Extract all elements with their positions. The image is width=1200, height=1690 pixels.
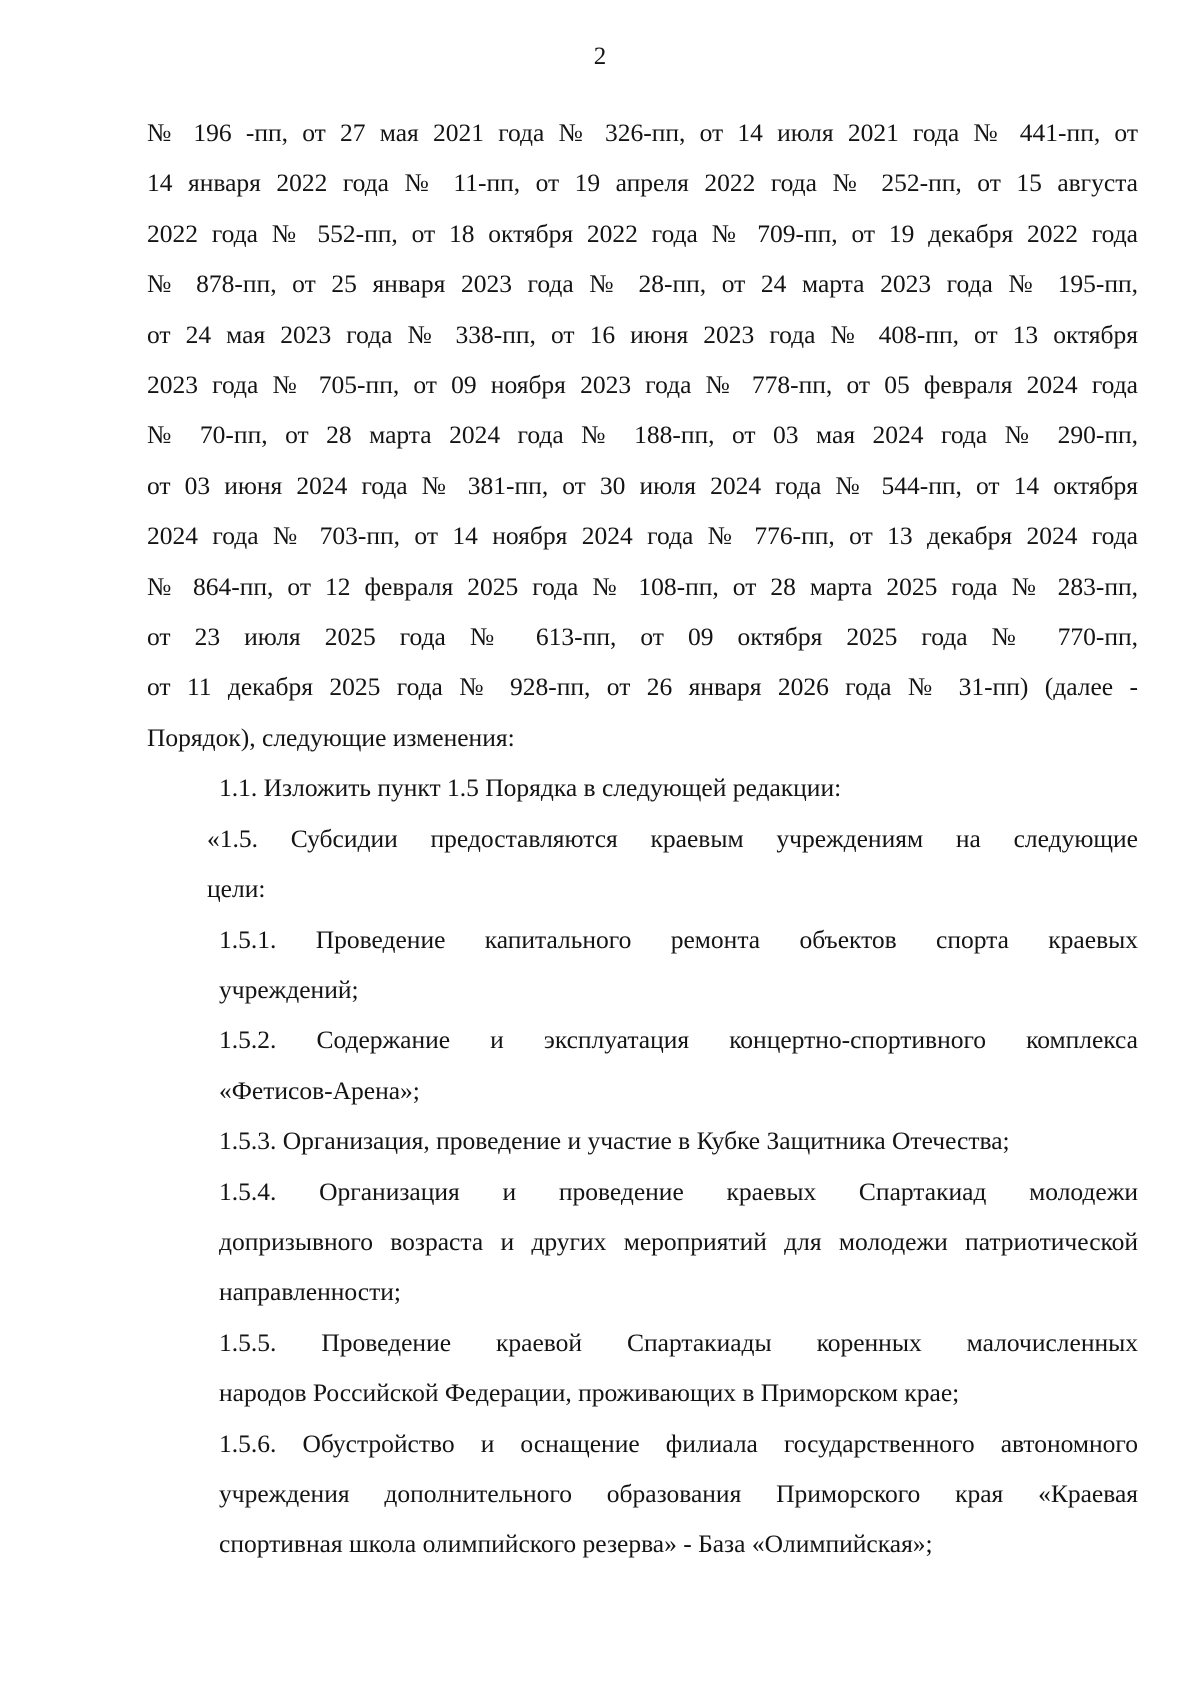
text-line: 1.1. Изложить пункт 1.5 Порядка в следующей редакции: [219,773,842,803]
paragraph [147,915,1138,1016]
paragraph [147,1167,1138,1318]
document-body [147,108,1138,1570]
text-line: допризывного возраста и других мероприятий для молодежи патриотической [219,1226,1138,1256]
paragraph [147,814,1138,915]
text-line: 1.5.6. Обустройство и оснащение филиала государственного автономного [219,1428,1138,1458]
text-line: от 03 июня 2024 года № 381-пп, от 30 июля 2024 года № 544-пп, от 14 октября [147,470,1138,500]
text-line: от 23 июля 2025 года № 613-пп, от 09 октября 2025 года № 770-пп, [147,622,1138,652]
text-line: цели: [207,874,266,904]
text-line: «Фетисов-Арена»; [219,1075,420,1105]
text-line: 2023 года № 705-пп, от 09 ноября 2023 года № 778-пп, от 05 февраля 2024 года [147,370,1138,400]
text-line: 1.5.2. Содержание и эксплуатация концертно-спортивного комплекса [219,1025,1138,1055]
text-line: № 864-пп, от 12 февраля 2025 года № 108-пп, от 28 марта 2025 года № 283-пп, [147,571,1138,601]
text-line: 1.5.3. Организация, проведение и участие в Кубке Защитника Отечества; [219,1126,1010,1156]
text-line: 1.5.1. Проведение капитального ремонта объектов спорта краевых [219,924,1138,954]
text-line: 14 января 2022 года № 11-пп, от 19 апреля 2022 года № 252-пп, от 15 августа [147,168,1138,198]
paragraph [147,763,1138,813]
text-line: № 196 -пп, от 27 мая 2021 года № 326-пп, от 14 июля 2021 года № 441-пп, от [147,118,1138,147]
text-line: учреждения дополнительного образования Приморского края «Краевая [219,1478,1138,1508]
text-line: от 24 мая 2023 года № 338-пп, от 16 июня 2023 года № 408-пп, от 13 октября [147,319,1138,349]
page-number: 2 [593,43,607,70]
paragraph [147,1318,1138,1419]
paragraph [147,1116,1138,1166]
paragraph [147,1015,1138,1116]
text-line: Порядок), следующие изменения: [147,722,515,752]
text-line: 1.5.5. Проведение краевой Спартакиады коренных малочисленных [219,1327,1138,1357]
text-line: учреждений; [219,974,359,1004]
text-line: 2022 года № 552-пп, от 18 октября 2022 года № 709-пп, от 19 декабря 2022 года [147,218,1138,248]
paragraph [147,1419,1138,1570]
text-line: 1.5.4. Организация и проведение краевых Спартакиад молодежи [219,1176,1138,1206]
paragraph [147,108,1138,763]
text-line: № 70-пп, от 28 марта 2024 года № 188-пп, от 03 мая 2024 года № 290-пп, [147,420,1138,450]
text-line: от 11 декабря 2025 года № 928-пп, от 26 января 2026 года № 31-пп) (далее - [147,672,1138,702]
text-line: «1.5. Субсидии предоставляются краевым учреждениям на следующие [207,823,1138,853]
text-line: № 878-пп, от 25 января 2023 года № 28-пп, от 24 марта 2023 года № 195-пп, [147,269,1138,299]
text-line: 2024 года № 703-пп, от 14 ноября 2024 года № 776-пп, от 13 декабря 2024 года [147,521,1138,551]
text-line: направленности; [219,1277,401,1307]
text-line: народов Российской Федерации, проживающих в Приморском крае; [219,1378,960,1408]
text-line: спортивная школа олимпийского резерва» - База «Олимпийская»; [219,1529,933,1559]
